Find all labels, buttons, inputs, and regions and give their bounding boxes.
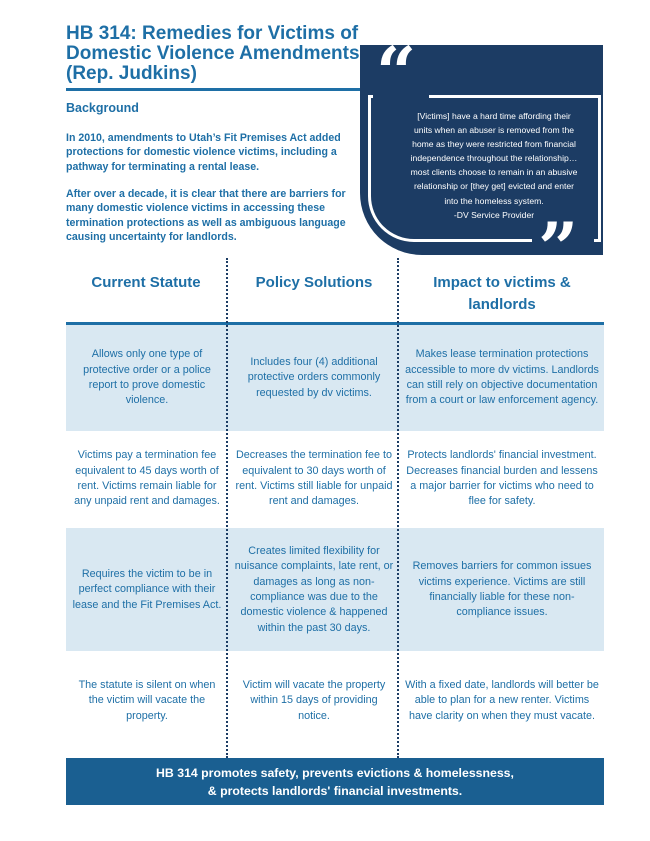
table-cell: Requires the victim to be in perfect compliance with their lease and the Fit Premises Act.	[72, 567, 222, 611]
column-header-impact	[400, 272, 604, 316]
table-cell: Makes lease termination protections accessible to more dv victims. Landlords can still rely on objective documentation from a court or law enforcement agency.	[405, 348, 599, 407]
table-cell: With a fixed date, landlords will better be able to plan for a new renter. Victims have clarity on when they must vacate.	[405, 678, 599, 722]
background-paragraph-2: After over a decade, it is clear that there are barriers for many domestic violence victims in accessing these termination protections as well as ambiguous language causing uncertainty for landlords.	[66, 188, 346, 243]
quote-attribution: -DV Service Provider	[453, 209, 535, 220]
open-quote-icon: “	[376, 31, 417, 114]
column-header-impact-label: Impact to victims & landlords	[433, 274, 571, 313]
table-cell: Includes four (4) additional protective orders commonly requested by dv victims.	[247, 355, 381, 399]
footer-line-2: & protects landlords' financial investments.	[207, 783, 463, 798]
quote-text-block	[408, 109, 580, 222]
background-heading: Background	[66, 101, 139, 115]
table-cell: Allows only one type of protective order or a police report to prove domestic violence.	[83, 348, 211, 407]
close-quote-icon: ”	[538, 207, 579, 290]
title-divider	[66, 88, 366, 91]
table-cell: Removes barriers for common issues victims experience. Victims are still financially liable for these non-compliance issues.	[412, 560, 592, 619]
footer-banner	[66, 758, 604, 805]
column-header-current-statute: Current Statute	[91, 274, 201, 291]
table-cell: Victims pay a termination fee equivalent to 45 days worth of rent. Victims remain liable for any unpaid rent and damages.	[74, 449, 220, 508]
footer-line-1: HB 314 promotes safety, prevents evictions & homelessness,	[156, 765, 514, 780]
table-cell: Victim will vacate the property within 15 days of providing notice.	[242, 678, 386, 722]
column-divider	[226, 258, 228, 758]
page-title: HB 314: Remedies for Victims of Domestic Violence Amendments (Rep. Judkins)	[66, 23, 360, 84]
table-cell: Protects landlords' financial investment. Decreases financial burden and lessens a major barrier for victims who need to flee for safety.	[406, 449, 598, 508]
column-divider	[397, 258, 399, 758]
table-cell: Decreases the termination fee to equivalent to 30 days worth of rent. Victims still liable for unpaid rent and damages.	[235, 449, 393, 508]
table-cell: The statute is silent on when the victim will vacate the property.	[78, 678, 216, 722]
background-paragraph-1: In 2010, amendments to Utah’s Fit Premises Act added protections for domestic violence victims, including a pathway for terminating a rental lease.	[66, 132, 341, 173]
header-divider	[66, 322, 604, 325]
quote-text: [Victims] have a hard time affording their units when an abuser is removed from the home as they were restricted from financial independence throughout the relationship…most clients choose to remain in an abusive relationship or [they get] evicted and enter into the homeless system.	[410, 111, 578, 206]
table-cell: Creates limited flexibility for nuisance complaints, late rent, or damages as long as non-compliance was due to the domestic violence & happened within the past 30 days.	[234, 544, 394, 634]
column-header-policy-solutions: Policy Solutions	[255, 274, 373, 291]
